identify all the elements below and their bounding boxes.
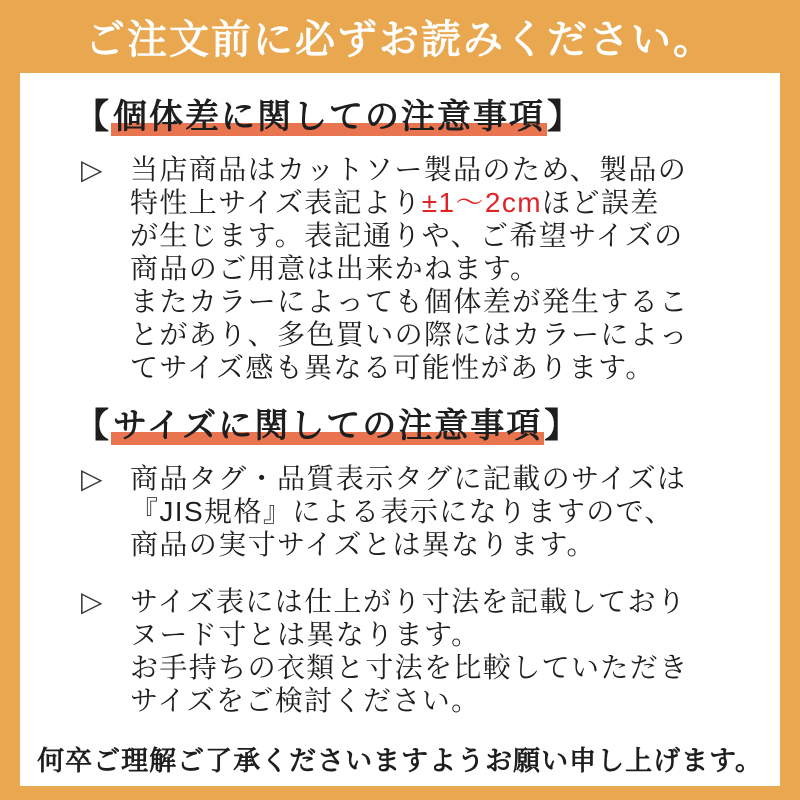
- text-line: [130, 153, 689, 186]
- bullet-item: [75, 585, 760, 717]
- text-line: [130, 285, 689, 318]
- bullet-text: [130, 153, 689, 384]
- section-heading: [75, 404, 760, 448]
- text-line: [130, 684, 689, 717]
- triangle-bullet-icon: ▷: [81, 154, 103, 185]
- text-segment: 当店商品はカットソー製品のため、製品の: [130, 154, 688, 185]
- text-line: [130, 495, 686, 528]
- bracket-open: 【: [75, 98, 111, 136]
- text-segment: 商品のご用意は出来かねます。: [130, 253, 540, 284]
- text-segment: サイズ表には仕上がり寸法を記載しており: [130, 586, 687, 617]
- text-line: [130, 618, 689, 651]
- bullet-list: [75, 153, 760, 384]
- bracket-close: 】: [544, 407, 581, 445]
- text-line: [130, 351, 689, 384]
- bullet-list: [75, 462, 760, 717]
- text-segment: またカラーによっても個体差が発生するこ: [130, 286, 689, 317]
- bullet-item: [75, 153, 760, 384]
- triangle-bullet-icon: ▷: [81, 463, 103, 494]
- text-segment: ほど誤差: [542, 187, 660, 218]
- text-segment: ヌード寸とは異なります。: [130, 619, 481, 650]
- text-segment: が生じます。表記通りや、ご希望サイズの: [130, 220, 684, 251]
- text-line: [130, 252, 689, 285]
- bracket-close: 】: [547, 98, 583, 136]
- text-segment: お手持ちの衣類と寸法を比較していただき: [130, 652, 689, 683]
- content-panel: [20, 73, 780, 786]
- text-line: [130, 219, 689, 252]
- section-individual-differences: [75, 95, 760, 384]
- bracket-open: 【: [75, 407, 111, 445]
- text-line: [130, 318, 689, 351]
- footer-note: 何卒ご理解ご了承くださいますようお願い申し上げます。: [37, 746, 763, 776]
- bullet-text: [130, 462, 686, 561]
- section-heading: [75, 95, 760, 139]
- text-line: [130, 462, 686, 495]
- section-heading-text: サイズに関しての注意事項: [113, 407, 543, 445]
- text-segment: サイズをご検討ください。: [130, 685, 481, 716]
- text-line: [130, 651, 689, 684]
- section-heading-text: 個体差に関しての注意事項: [113, 98, 545, 136]
- text-line: [130, 186, 689, 219]
- text-segment: てサイズ感も異なる可能性があります。: [130, 352, 655, 383]
- section-size-notes: [75, 404, 760, 717]
- bullet-text: [130, 585, 689, 717]
- text-segment: 商品タグ・品質表示タグに記載のサイズは: [130, 463, 687, 494]
- text-segment: 『JIS規格』による表示になりますので、: [130, 496, 674, 527]
- text-line: [130, 528, 686, 561]
- banner-title: ご注文前に必ずお読みください。: [85, 18, 715, 62]
- text-line: [130, 585, 689, 618]
- text-segment: 商品の実寸サイズとは異なります。: [130, 529, 596, 560]
- text-segment: とがあり、多色買いの際にはカラーによっ: [130, 319, 689, 350]
- bullet-item: [75, 462, 760, 561]
- red-emphasis-text: ±1〜2cm: [421, 187, 543, 218]
- triangle-bullet-icon: ▷: [81, 586, 103, 617]
- text-segment: 特性上サイズ表記より: [130, 187, 422, 218]
